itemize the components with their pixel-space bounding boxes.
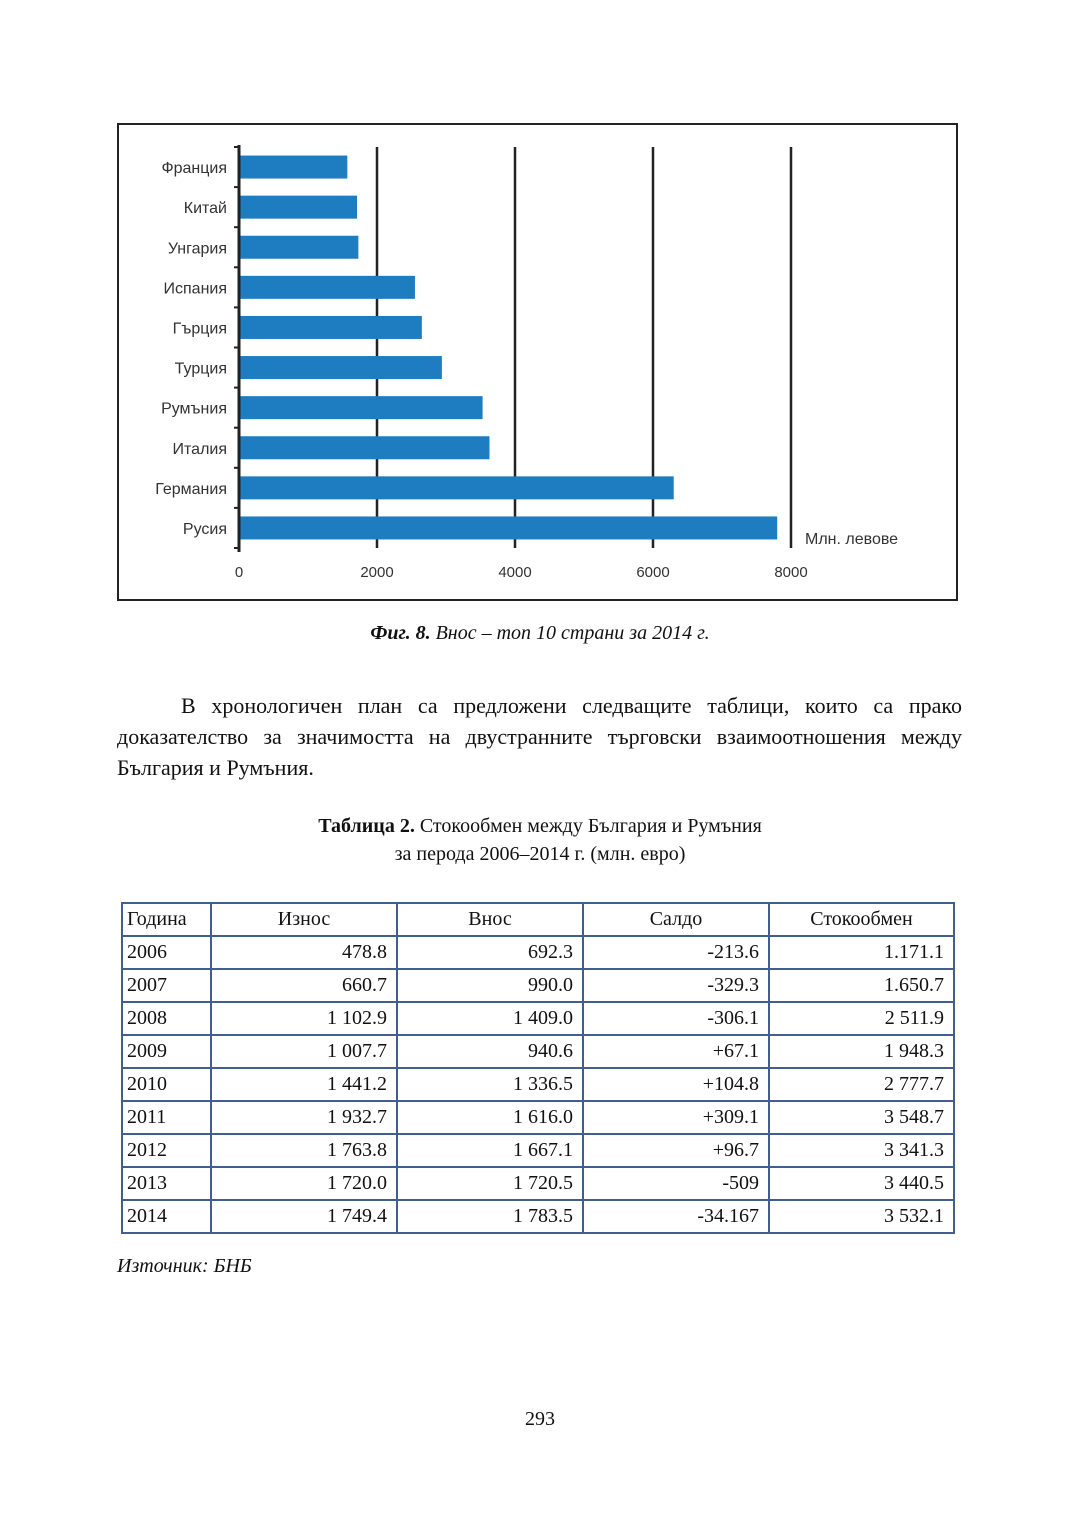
- category-label: Турция: [174, 360, 227, 378]
- bar: [241, 196, 357, 219]
- x-tick-label: 0: [234, 564, 244, 581]
- cell-balance: +309.1: [583, 1101, 769, 1134]
- cell-year: 2012: [122, 1134, 211, 1167]
- cell-import: 1 409.0: [397, 1002, 583, 1035]
- category-label: Испания: [163, 280, 227, 298]
- cell-balance: +67.1: [583, 1035, 769, 1068]
- cell-turnover: 1.650.7: [769, 969, 954, 1002]
- cell-year: 2009: [122, 1035, 211, 1068]
- cell-import: 692.3: [397, 936, 583, 969]
- table-title: Стокообмен между България и Румъния: [419, 815, 762, 837]
- bar: [241, 436, 490, 459]
- cell-import: 1 720.5: [397, 1167, 583, 1200]
- table-caption-line2: за перода 2006–2014 г. (млн. евро): [394, 843, 686, 865]
- cell-turnover: 1.171.1: [769, 936, 954, 969]
- x-tick-label: 6000: [636, 564, 670, 581]
- cell-year: 2007: [122, 969, 211, 1002]
- cell-export: 1 720.0: [211, 1167, 397, 1200]
- bar: [241, 236, 359, 259]
- category-label: Русия: [182, 520, 227, 538]
- category-label: Румъния: [161, 400, 227, 418]
- table-row: [122, 936, 954, 969]
- cell-turnover: 3 532.1: [769, 1200, 954, 1233]
- cell-turnover: 2 777.7: [769, 1068, 954, 1101]
- cell-import: 990.0: [397, 969, 583, 1002]
- table-row: [122, 1002, 954, 1035]
- category-label: Гърция: [172, 320, 227, 338]
- x-tick-label: 8000: [774, 564, 808, 581]
- trade-table: [121, 902, 955, 1234]
- cell-year: 2008: [122, 1002, 211, 1035]
- bar: [241, 396, 483, 419]
- cell-export: 1 007.7: [211, 1035, 397, 1068]
- import-bar-chart: [119, 125, 956, 599]
- table-row: [122, 1167, 954, 1200]
- figure-text: Внос – топ 10 страни за 2014 г.: [435, 622, 710, 644]
- cell-export: 1 749.4: [211, 1200, 397, 1233]
- cell-export: 1 102.9: [211, 1002, 397, 1035]
- cell-export: 660.7: [211, 969, 397, 1002]
- page-number: 293: [525, 1408, 555, 1430]
- cell-turnover: 3 341.3: [769, 1134, 954, 1167]
- table-row: [122, 1101, 954, 1134]
- cell-import: 1 783.5: [397, 1200, 583, 1233]
- cell-import: 1 336.5: [397, 1068, 583, 1101]
- cell-balance: -34.167: [583, 1200, 769, 1233]
- cell-year: 2011: [122, 1101, 211, 1134]
- cell-balance: -509: [583, 1167, 769, 1200]
- table-label: Таблица 2.: [318, 815, 415, 837]
- import-chart: [117, 123, 958, 601]
- bar: [241, 276, 415, 299]
- table-row: [122, 1035, 954, 1068]
- table-row: [122, 1068, 954, 1101]
- category-label: Франция: [161, 160, 227, 178]
- cell-year: 2013: [122, 1167, 211, 1200]
- unit-label: Млн. левове: [805, 531, 899, 548]
- cell-export: 1 441.2: [211, 1068, 397, 1101]
- table-caption: [0, 812, 1080, 868]
- figure-caption: [0, 622, 1080, 645]
- cell-turnover: 3 440.5: [769, 1167, 954, 1200]
- bar: [241, 516, 778, 539]
- cell-balance: +96.7: [583, 1134, 769, 1167]
- table-row: [122, 969, 954, 1002]
- cell-export: 1 932.7: [211, 1101, 397, 1134]
- cell-import: 940.6: [397, 1035, 583, 1068]
- source-note: Източник: БНБ: [117, 1255, 252, 1277]
- bar: [241, 316, 422, 339]
- cell-import: 1 667.1: [397, 1134, 583, 1167]
- cell-export: 1 763.8: [211, 1134, 397, 1167]
- cell-year: 2006: [122, 936, 211, 969]
- x-tick-label: 2000: [360, 564, 394, 581]
- figure-label: Фиг. 8.: [370, 622, 431, 644]
- table-caption-line1: [0, 812, 1080, 840]
- bar: [241, 156, 348, 179]
- cell-balance: -213.6: [583, 936, 769, 969]
- category-label: Китай: [183, 200, 227, 218]
- table-row: [122, 1134, 954, 1167]
- x-tick-label: 4000: [498, 564, 532, 581]
- cell-year: 2010: [122, 1068, 211, 1101]
- table-row: [122, 1200, 954, 1233]
- cell-turnover: 3 548.7: [769, 1101, 954, 1134]
- cell-import: 1 616.0: [397, 1101, 583, 1134]
- cell-year: 2014: [122, 1200, 211, 1233]
- header-export: Износ: [211, 903, 397, 936]
- cell-turnover: 1 948.3: [769, 1035, 954, 1068]
- cell-turnover: 2 511.9: [769, 1002, 954, 1035]
- header-import: Внос: [397, 903, 583, 936]
- cell-balance: -306.1: [583, 1002, 769, 1035]
- cell-export: 478.8: [211, 936, 397, 969]
- header-balance: Салдо: [583, 903, 769, 936]
- body-paragraph: В хронологичен план са предложени следващите таблици, които са прако доказателство за значимостта на двустранните търговски взаимоотношения между България и Румъния.: [117, 693, 962, 780]
- category-label: Унгария: [167, 240, 227, 258]
- bar: [241, 356, 442, 379]
- header-turnover: Стокообмен: [769, 903, 954, 936]
- category-label: Италия: [172, 440, 227, 458]
- category-label: Германия: [155, 480, 227, 498]
- cell-balance: -329.3: [583, 969, 769, 1002]
- bar: [241, 476, 674, 499]
- header-year: Година: [122, 903, 211, 936]
- table-header-row: [122, 903, 954, 936]
- cell-balance: +104.8: [583, 1068, 769, 1101]
